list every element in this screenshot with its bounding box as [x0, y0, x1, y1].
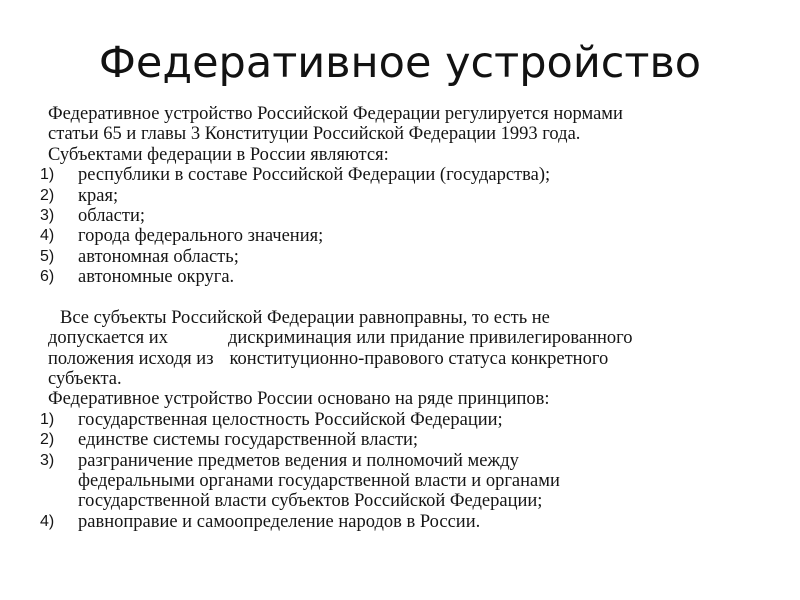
list-number: 2) — [40, 186, 55, 204]
equality-line — [40, 349, 755, 369]
list-number: 1) — [40, 410, 55, 428]
list-item — [40, 451, 755, 471]
list-item-text: области; — [78, 205, 145, 226]
text-fragment: допускается их — [48, 328, 168, 349]
list-item — [40, 206, 755, 226]
equality-line — [40, 328, 755, 348]
list-item — [40, 512, 755, 532]
list-item — [40, 247, 755, 267]
list-number: 6) — [40, 268, 55, 286]
list-item-text: равноправие и самоопределение народов в России. — [78, 511, 481, 532]
list-item — [40, 165, 755, 185]
list-number: 3) — [40, 206, 55, 224]
intro-line: статьи 65 и главы 3 Конституции Российской Федерации 1993 года. — [48, 124, 581, 145]
list-item-text: автономная область; — [78, 246, 239, 267]
list-item-text: автономные округа. — [78, 267, 235, 288]
list-number: 4) — [40, 227, 55, 245]
list-item — [40, 226, 755, 246]
list-item-text: края; — [78, 185, 119, 206]
list-item-text: государственная целостность Российской Федерации; — [78, 409, 503, 430]
list-number: 2) — [40, 431, 55, 449]
list-number: 4) — [40, 512, 55, 530]
subjects-list — [40, 165, 755, 287]
principles-list — [40, 410, 755, 532]
list-number: 3) — [40, 451, 55, 469]
equality-line: Все субъекты Российской Федерации равноправны, то есть не — [60, 307, 550, 328]
list-item-text: города федерального значения; — [78, 226, 324, 247]
text-fragment: положения исходя из — [48, 348, 214, 369]
list-item-text: единстве системы государственной власти; — [78, 430, 419, 451]
list-number: 1) — [40, 166, 55, 184]
text-fragment: дискриминация или придание привилегированного — [227, 328, 633, 349]
list-number: 5) — [40, 247, 55, 265]
list-item-text: республики в составе Российской Федерации (государства); — [78, 165, 551, 186]
intro-line: Субъектами федерации в России являются: — [48, 144, 389, 165]
equality-line: субъекта. — [48, 369, 122, 390]
text-fragment: конституционно-правового статуса конкретного — [229, 348, 609, 369]
list-item — [40, 267, 755, 287]
slide-body — [40, 104, 755, 532]
list-item-continuation: федеральными органами государственной власти и органами — [78, 471, 560, 492]
list-item — [40, 410, 755, 430]
list-item — [40, 430, 755, 450]
spacer — [40, 288, 755, 308]
list-item-text: разграничение предметов ведения и полномочий между — [78, 450, 519, 471]
slide-title: Федеративное устройство — [98, 38, 702, 88]
intro-line: Федеративное устройство Российской Федерации регулируется нормами — [48, 104, 623, 124]
principles-intro: Федеративное устройство России основано на ряде принципов: — [48, 389, 550, 410]
list-item-continuation: государственной власти субъектов Российской Федерации; — [78, 491, 543, 512]
list-item — [40, 186, 755, 206]
